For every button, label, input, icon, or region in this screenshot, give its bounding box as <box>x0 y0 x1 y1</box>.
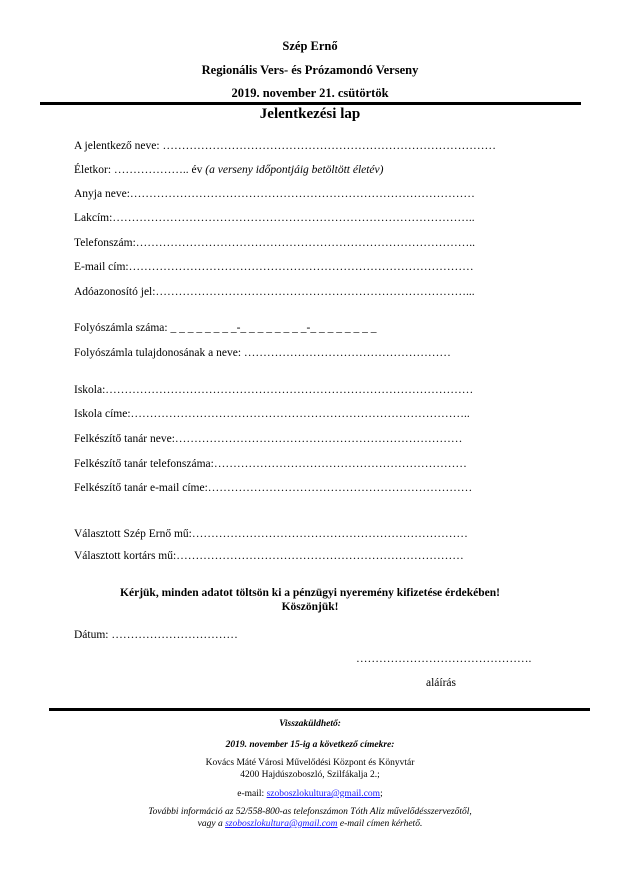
szep-erno-work-field[interactable]: Választott Szép Ernő mű:……………………………………………………………… <box>74 528 468 540</box>
return-title: Visszaküldhető: <box>279 719 341 729</box>
info-email-link[interactable]: szoboszlokultura@gmail.com <box>225 819 338 829</box>
email-label: e-mail: <box>237 789 267 799</box>
age-note: (a verseny időpontjáig betöltött életév) <box>205 164 384 176</box>
header-divider <box>40 102 581 105</box>
email-suffix: ; <box>380 789 383 799</box>
request-text: Kérjük, minden adatot töltsön ki a pénzügyi nyeremény kifizetése érdekében! <box>120 587 500 599</box>
tax-id-field[interactable]: Adóazonosító jel:………………………………………………………………………... <box>74 286 475 298</box>
signature-line[interactable]: ………………………………………. <box>356 653 532 665</box>
teacher-name-field[interactable]: Felkészítő tanár neve:………………………………………………………………… <box>74 433 463 445</box>
teacher-phone-field[interactable]: Felkészítő tanár telefonszáma:………………………………………………………… <box>74 458 467 470</box>
date-field[interactable]: Dátum: …………………………… <box>74 629 238 641</box>
account-number-field[interactable]: Folyószámla száma: _ _ _ _ _ _ _ _-_ _ _ _ _ _ _ _-_ _ _ _ _ _ _ _ <box>74 322 377 334</box>
applicant-name-field[interactable]: A jelentkező neve: …………………………………………………………………………… <box>74 140 496 152</box>
info-suffix: e-mail címen kérhető. <box>337 819 423 829</box>
deadline-text: 2019. november 15-ig a következő címekre: <box>225 740 395 750</box>
form-title: Jelentkezési lap <box>259 106 361 122</box>
email-field[interactable]: E-mail cím:……………………………………………………………………………… <box>74 261 474 273</box>
contemporary-work-field[interactable]: Választott kortárs mű:………………………………………………………………… <box>74 550 464 562</box>
info-line-2 <box>0 818 620 830</box>
school-field[interactable]: Iskola:…………………………………………………………………………………… <box>74 384 474 396</box>
thanks-text: Köszönjük! <box>281 601 339 613</box>
school-address-field[interactable]: Iskola címe:…………………………………………………………………………….. <box>74 408 470 420</box>
organizer-name: Szép Ernő <box>282 39 338 53</box>
organization-address: 4200 Hajdúszoboszló, Szilfákalja 2.; <box>240 770 380 780</box>
event-title: Regionális Vers- és Prózamondó Verseny <box>201 63 419 77</box>
footer-divider <box>49 708 590 711</box>
account-holder-field[interactable]: Folyószámla tulajdonosának a neve: ……………………………………………… <box>74 347 451 359</box>
mother-name-field[interactable]: Anyja neve:……………………………………………………………………………… <box>74 188 475 200</box>
footer-email-link[interactable]: szoboszlokultura@gmail.com <box>266 789 381 799</box>
address-field[interactable]: Lakcím:………………………………………………………………………………….. <box>74 212 475 224</box>
age-field[interactable] <box>74 163 383 177</box>
info-prefix: vagy a <box>197 819 226 829</box>
event-date: 2019. november 21. csütörtök <box>231 86 389 100</box>
teacher-email-field[interactable]: Felkészítő tanár e-mail címe:…………………………………………………………… <box>74 482 473 494</box>
phone-field[interactable]: Telefonszám:…………………………………………………………………………….. <box>74 237 476 249</box>
age-label: Életkor: ……………….. év <box>74 164 206 176</box>
signature-label: aláírás <box>426 677 457 689</box>
organization-name: Kovács Máté Városi Művelődési Központ és Könyvtár <box>205 758 415 768</box>
info-line-1: További információ az 52/558-800-as telefonszámon Tóth Aliz művelődésszervezőtől, <box>148 807 472 817</box>
footer-email-line <box>0 788 620 800</box>
